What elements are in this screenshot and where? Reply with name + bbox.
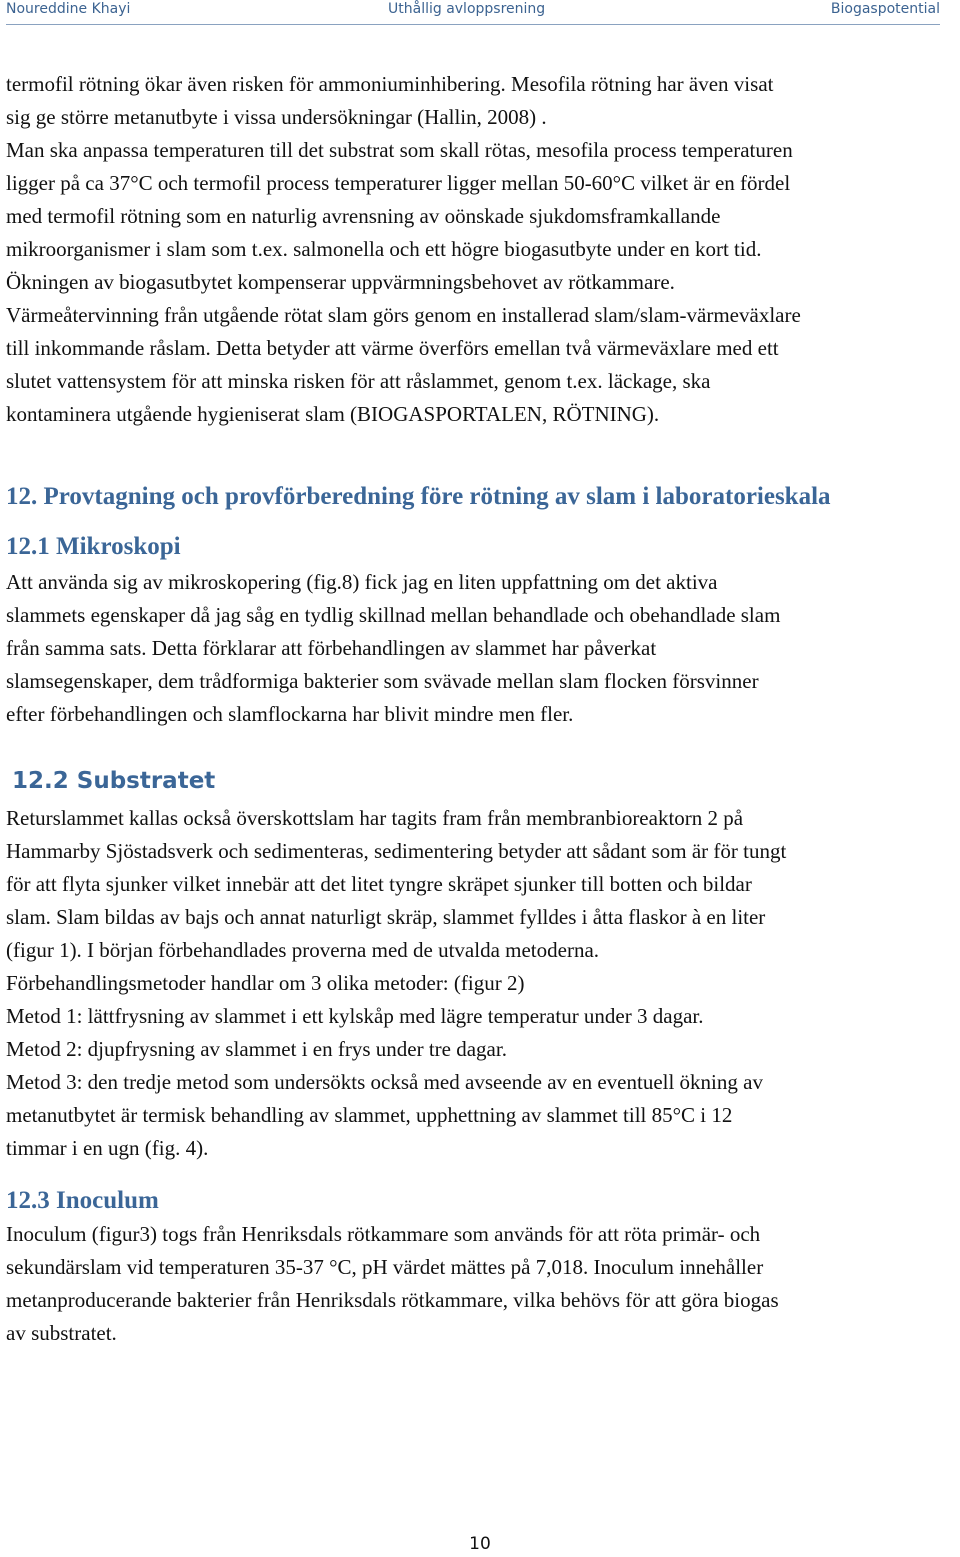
text-line: timmar i en ugn (fig. 4). xyxy=(6,1136,209,1160)
mikroskopi-paragraph xyxy=(6,566,780,731)
text-line: Hammarby Sjöstadsverk och sedimenteras, sedimentering betyder att sådant som är för tungt xyxy=(6,839,787,863)
section-heading-12-3: 12.3 Inoculum xyxy=(6,1187,159,1214)
text-line: Värmeåtervinning från utgående rötat slam görs genom en installerad slam/slam-värmeväxlare xyxy=(6,303,801,327)
text-line: med termofil rötning som en naturlig avrensning av oönskade sjukdomsframkallande xyxy=(6,204,721,228)
text-line: kontaminera utgående hygieniserat slam (BIOGASPORTALEN, RÖTNING). xyxy=(6,402,660,426)
text-line: Man ska anpassa temperaturen till det substrat som skall rötas, mesofila process temperaturen xyxy=(6,138,793,162)
text-line: metanutbytet är termisk behandling av slammet, upphettning av slammet till 85°C i 12 xyxy=(6,1103,733,1127)
text-line: mikroorganismer i slam som t.ex. salmonella och ett högre biogasutbyte under en kort tid. xyxy=(6,237,762,261)
section-heading-12-1: 12.1 Mikroskopi xyxy=(6,533,181,560)
text-line: efter förbehandlingen och slamflockarna har blivit mindre men fler. xyxy=(6,702,574,726)
text-line: för att flyta sjunker vilket innebär att det litet tyngre skräpet sjunker till botten och bildar xyxy=(6,872,752,896)
text-line: av substratet. xyxy=(6,1321,117,1345)
text-line: slutet vattensystem för att minska risken för att råslammet, genom t.ex. läckage, ska xyxy=(6,369,711,393)
header-divider xyxy=(6,24,940,25)
section-heading-12: 12. Provtagning och provförberedning före rötning av slam i laboratorieskala xyxy=(6,483,831,510)
intro-paragraph xyxy=(6,68,801,431)
text-line: Metod 3: den tredje metod som undersökts också med avseende av en eventuell ökning av xyxy=(6,1070,763,1094)
text-line: Returslammet kallas också överskottslam har tagits fram från membranbioreaktorn 2 på xyxy=(6,806,744,830)
text-line: sig ge större metanutbyte i vissa undersökningar (Hallin, 2008) . xyxy=(6,105,547,129)
text-line: slam. Slam bildas av bajs och annat naturligt skräp, slammet fylldes i åtta flaskor à en liter xyxy=(6,905,766,929)
text-line: termofil rötning ökar även risken för ammoniuminhibering. Mesofila rötning har även visat xyxy=(6,72,774,96)
header-author: Noureddine Khayi xyxy=(6,1,131,17)
substratet-paragraph xyxy=(6,802,786,1165)
header-section: Biogaspotential xyxy=(830,1,940,17)
text-line: metanproducerande bakterier från Henriksdals rötkammare, vilka behövs för att göra biogas xyxy=(6,1288,779,1312)
text-line: slammets egenskaper då jag såg en tydlig skillnad mellan behandlade och obehandlade slam xyxy=(6,603,781,627)
text-line: Ökningen av biogasutbytet kompenserar uppvärmningsbehovet av rötkammare. xyxy=(6,270,675,294)
text-line: Metod 1: lättfrysning av slammet i ett kylskåp med lägre temperatur under 3 dagar. xyxy=(6,1004,704,1028)
header-title: Uthållig avloppsrening xyxy=(388,1,546,17)
text-line: till inkommande råslam. Detta betyder att värme överförs emellan två värmeväxlare med ett xyxy=(6,336,779,360)
inoculum-paragraph xyxy=(6,1218,779,1350)
page-number: 10 xyxy=(469,1534,491,1554)
text-line: slamsegenskaper, dem trådformiga bakterier som svävade mellan slam flocken försvinner xyxy=(6,669,759,693)
page-header xyxy=(0,0,960,26)
text-line: ligger på ca 37°C och termofil process temperaturer ligger mellan 50-60°C vilket är en fördel xyxy=(6,171,791,195)
text-line: Metod 2: djupfrysning av slammet i en frys under tre dagar. xyxy=(6,1037,507,1061)
section-heading-12-2: 12.2 Substratet xyxy=(12,768,216,794)
text-line: sekundärslam vid temperaturen 35-37 °C, pH värdet mättes på 7,018. Inoculum innehåller xyxy=(6,1255,764,1279)
text-line: Att använda sig av mikroskopering (fig.8) fick jag en liten uppfattning om det aktiva xyxy=(6,570,718,594)
text-line: från samma sats. Detta förklarar att förbehandlingen av slammet har påverkat xyxy=(6,636,657,660)
text-line: (figur 1). I början förbehandlades proverna med de utvalda metoderna. xyxy=(6,938,600,962)
text-line: Förbehandlingsmetoder handlar om 3 olika metoder: (figur 2) xyxy=(6,971,525,995)
text-line: Inoculum (figur3) togs från Henriksdals rötkammare som används för att röta primär- och xyxy=(6,1222,761,1246)
